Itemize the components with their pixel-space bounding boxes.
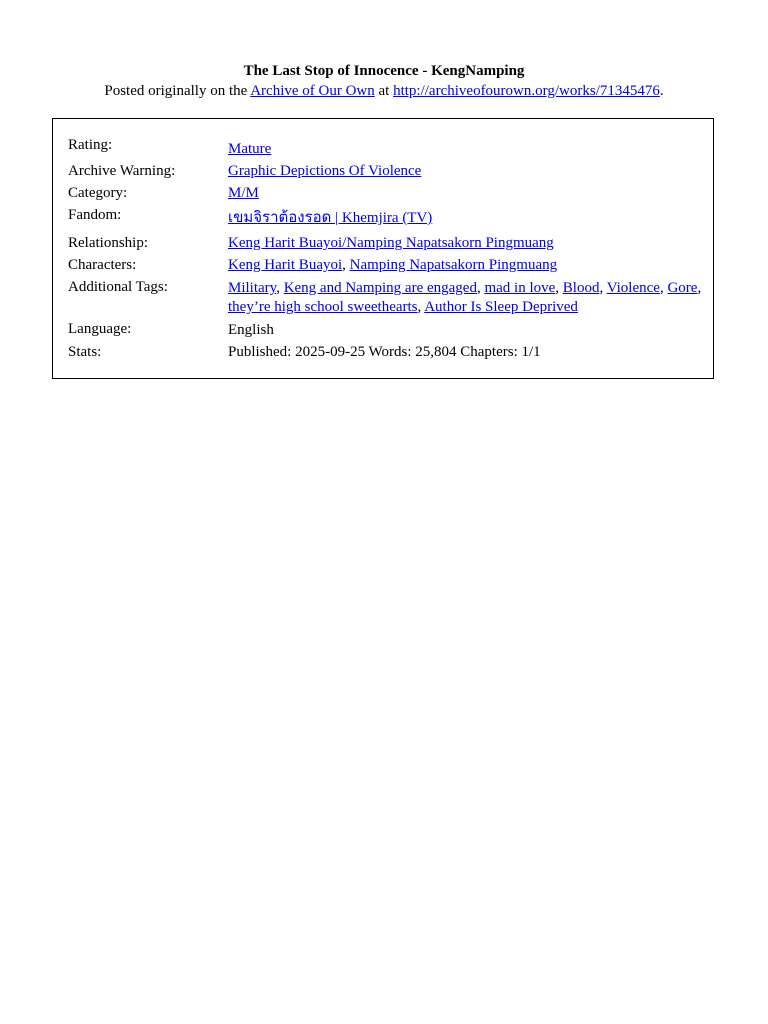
posted-suffix: . [659,83,664,99]
posted-mid: at [374,83,394,99]
category-label: Category: [68,185,128,201]
meta-row-fandom [68,203,703,228]
additional-tag-link[interactable]: Gore [667,280,698,296]
rating-tag-link[interactable]: Mature [228,141,272,157]
meta-row-category [68,181,703,203]
archive-warning-value [228,159,703,181]
additional-tag-link[interactable]: Violence [606,280,660,296]
meta-row-rating [68,136,703,159]
characters-value: Keng Harit Buayoi, Namping Napatsakorn Pingmuang [228,257,558,273]
language-label: Language: [68,321,132,337]
meta-row-stats [68,340,703,362]
posted-prefix: Posted originally on the [104,83,251,99]
category-tag-link[interactable]: M/M [228,185,259,201]
category-value [228,181,703,203]
archive-warning-tag-link[interactable]: Graphic Depictions Of Violence [228,163,422,179]
work-meta-box [52,118,714,379]
meta-row-relationship [68,228,703,253]
additional-tag-link[interactable]: Blood [562,280,600,296]
relationship-value [228,228,703,253]
additional-tag-link[interactable]: Author Is Sleep Deprived [424,299,578,315]
archive-warning-label: Archive Warning: [68,163,176,179]
work-title: The Last Stop of Innocence - KengNamping [243,63,525,79]
meta-row-language [68,317,703,340]
language-value: English [228,322,274,338]
posted-originally-line [0,82,768,100]
work-meta-table [68,136,703,362]
characters-label: Characters: [68,257,137,273]
fandom-value [228,203,703,228]
meta-row-archive-warning [68,159,703,181]
additional-tag-link[interactable]: they’re high school sweethearts [228,299,418,315]
fandom-tag-link[interactable]: เขมจิราต้องรอด | Khemjira (TV) [228,210,433,226]
additional-tag-link[interactable]: Military [228,280,277,296]
meta-row-additional-tags [68,275,703,317]
rating-label: Rating: [68,137,113,153]
character-tag-link[interactable]: Namping Napatsakorn Pingmuang [349,257,558,273]
additional-tags-value: Military, Keng and Namping are engaged, mad in love, Blood, Violence, Gore, they’re high school sweethearts, Author Is Sleep Deprived [228,280,702,315]
stats-label: Stats: [68,344,102,360]
additional-tag-link[interactable]: Keng and Namping are engaged [283,280,477,296]
relationship-tag-link[interactable]: Keng Harit Buayoi/Namping Napatsakorn Pingmuang [228,235,554,251]
meta-row-characters [68,253,703,275]
relationship-label: Relationship: [68,235,148,251]
fandom-label: Fandom: [68,207,122,223]
rating-value [228,136,703,159]
additional-tag-link[interactable]: mad in love [484,280,556,296]
work-url-link[interactable]: http://archiveofourown.org/works/71345476 [393,83,660,99]
stats-value: Published: 2025-09-25 Words: 25,804 Chapters: 1/1 [228,344,541,360]
additional-tags-label: Additional Tags: [68,279,168,295]
archive-link[interactable]: Archive of Our Own [250,83,375,99]
character-tag-link[interactable]: Keng Harit Buayoi [228,257,343,273]
